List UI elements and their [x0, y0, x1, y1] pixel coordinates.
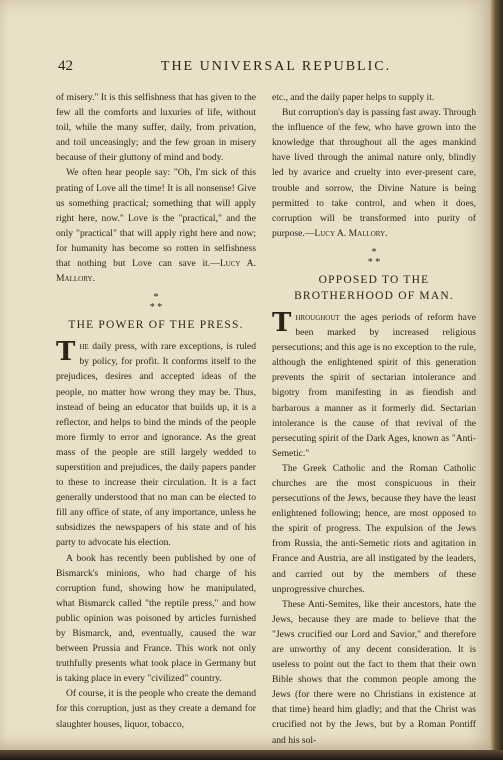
page-edge — [490, 0, 503, 760]
drop-cap: T — [56, 337, 76, 368]
section-divider — [56, 293, 256, 313]
paragraph: etc., and the daily paper helps to supply it. — [272, 92, 435, 103]
paragraph — [56, 165, 256, 286]
paragraph: The Greek Catholic and the Roman Catholic churches are the most conspicuous in their persecutions of the Jews, because they have the least enlightened following; hence, are most opposed to the spirit of progress. The expulsion of the Jews from Russia, the anti-Semetic riots and agitation in France and Austria, are all instigated by the leaders, and carried out by the members of these unprogressive churches. — [272, 462, 476, 595]
page-header — [58, 58, 470, 78]
author-signature: Lucy A. Mallory. — [56, 258, 256, 285]
opening-words: he — [79, 341, 89, 353]
paragraph-text: the ages periods of reform have been marked by increased religious persecutions; and this age is no exception to the rule, although the enlightened spirit of this generation prevents the spirit of sectarian intolerance and bigotry from manifesting in as fiendish and barbarous a manner as it formerly did. Sectarian intolerance is the cause of that revival of the persecuting spirit of the Dark Ages, known as "Anti-Semetic." — [272, 311, 476, 459]
divider-star: * — [153, 292, 159, 304]
left-column — [56, 90, 256, 732]
paragraph: Of course, it is the people who create the demand for this corruption, just as they create a demand for slaughter houses, liquor, tobacco, — [56, 688, 256, 730]
page-number: 42 — [58, 58, 73, 74]
paragraph-text: We often hear people say: "Oh, I'm sick of this prating of Love all the time! It is all nonsense! Give us something practical; something that will apply right here, now." Love is the "practical," and the only "practical" that will apply right here and now; for humanity has become so rotten in selfishness that nothing but Love can save it.— — [56, 167, 256, 270]
opening-words: hroughout — [295, 311, 340, 323]
page-bottom-edge — [0, 750, 503, 760]
right-column — [272, 90, 476, 748]
paragraph: A book has recently been published by one of Bismarck's minions, who had charge of his corruption fund, showing how he manipulated, what Bismarck called "the reptile press," and how public opinion was poisoned by articles furnished by Bismarck, and, eventually, caused the war between Prussia and France. This work not only truthfully presents what took place in Germany but is taking place in every "civilized" country. — [56, 552, 256, 685]
divider-stars: * * — [367, 256, 381, 268]
paragraph-text: daily press, with rare exceptions, is ruled by policy, for profit. It conforms itself to the prejudices, desires and accepted ideas of the people, no matter how wrong they may be. Thus, instead of being an educator that builds up, it is a reflector, and helps to bind the minds of the people more firmly to error and ignorance. As the great mass of the people are still largely wedded to superstition and prejudices, the daily papers pander to these to increase their circulation. It is a fact generally understood that no man can be elected to fill any office of state, of any importance, unless he subsidizes the newspapers of his state and of his party to advocate his election. — [56, 341, 256, 549]
paragraph: These Anti-Semites, like their ancestors, hate the Jews, because they are made to believe that the "Jews crucified our Lord and Savior," and therefore are unworthy of any decent consideration. It is useless to point out the fact to them that their own Bible shows that the common people among the Jews (for there were no Christians in existence at that time) heard him gladly; and that the Christ was crucified not by the Jews, but by a Roman Pontiff and his sol- — [272, 598, 476, 746]
section-divider — [272, 248, 476, 268]
running-title: THE UNIVERSAL REPUBLIC. — [160, 59, 392, 74]
paragraph — [56, 339, 256, 550]
paragraph-text: But corruption's day is passing fast away. Through the influence of the few, who have grown into the knowledge that throughout all the ages mankind have lived through the animal nature only, blindly led by avarice and cruelty into ever-present care, trouble and sorrow, the Divine Nature is being permitted to take control, and when it does, corruption will be transformed into purity of purpose.— — [272, 107, 476, 239]
drop-cap: T — [272, 307, 292, 338]
divider-star: * — [371, 246, 377, 258]
section-heading: THE POWER OF THE PRESS. — [68, 319, 244, 332]
paragraph — [272, 307, 476, 461]
author-signature: Lucy A. Mallory. — [314, 227, 388, 239]
divider-stars: * * — [149, 302, 163, 314]
paragraph — [272, 105, 476, 241]
section-heading: OPPOSED TO THE BROTHERHOOD OF MAN. — [294, 273, 454, 302]
paragraph: of misery." It is this selfishness that has given to the few all the comforts and luxuries of life, without toil, while the many suffer, daily, from privation, and toil unceasingly; and the few groan in misery because of their gluttony of mind and body. — [56, 92, 256, 164]
